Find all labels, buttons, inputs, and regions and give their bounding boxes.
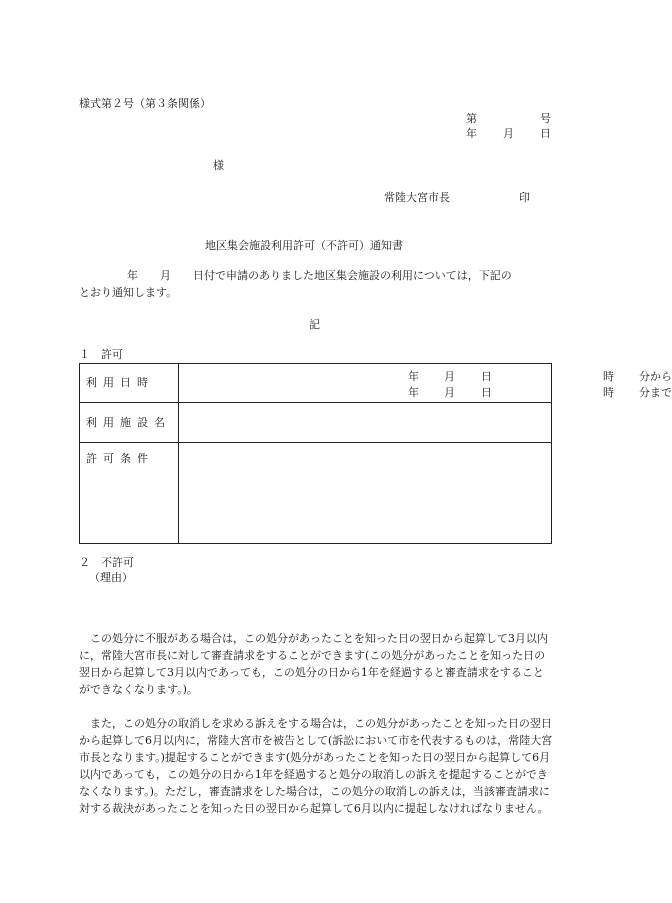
permit-conditions-cell[interactable]: [179, 443, 552, 544]
issuer-name: 常陸大宮市長: [384, 191, 450, 204]
section-2-heading: ２ 不許可: [79, 556, 134, 569]
facility-name-label: 利用施設名: [80, 403, 179, 443]
from-day: 日: [481, 370, 492, 383]
date-day: 日: [540, 127, 551, 140]
table-row-facility-name: [80, 403, 552, 443]
usage-datetime-cell[interactable]: [179, 364, 672, 403]
document-title: 地区集会施設利用許可（不許可）通知書: [205, 239, 403, 252]
section-1-heading: １ 許可: [79, 348, 123, 361]
table-row-permit-conditions: [80, 443, 552, 544]
form-id: 様式第２号（第３条関係）: [79, 97, 211, 110]
reason-label: （理由）: [89, 571, 133, 584]
from-minute: 分から: [639, 370, 672, 383]
doc-number-suffix: 号: [540, 112, 551, 125]
from-year: 年: [408, 370, 419, 383]
date-month: 月: [503, 127, 514, 140]
to-hour: 時: [603, 386, 614, 399]
to-month: 月: [444, 386, 455, 399]
intro-line-1: 年 月 日付で申請のありました地区集会施設の利用については，下記の: [127, 269, 512, 282]
to-minute: 分まで: [639, 386, 672, 399]
table-row-usage-datetime: [80, 364, 552, 403]
date-year: 年: [466, 127, 477, 140]
permit-conditions-label: 許可条件: [80, 443, 179, 544]
usage-datetime-label: 利用日時: [80, 364, 179, 403]
doc-number-prefix: 第: [466, 112, 477, 125]
ki-heading: 記: [309, 318, 320, 331]
addressee-suffix: 様: [213, 159, 224, 172]
from-hour: 時: [603, 370, 614, 383]
intro-line-2: とおり通知します。: [79, 286, 178, 299]
notice-paragraph-2: また，この処分の取消しを求める訴えをする場合は，この処分があったことを知った日の翌日から起算して6月以内に，常陸大宮市を被告として(訴訟において市を代表するものは，常陸大宮市長となります。)提起することができます(処分があったことを知った日の翌日から起算して6月以内であっても，この処分の日から1年を経過すると処分の取消しの訴えを提起することができなくなります。)。ただし，審査請求をした場合は，この処分の取消しの訴えは，当該審査請求に対する裁決があったことを知った日の翌日から起算して6月以内に提起しなければなりません。: [79, 717, 553, 815]
facility-name-cell[interactable]: [179, 403, 552, 443]
permit-table: [79, 363, 672, 544]
issuer-seal: 印: [519, 191, 530, 204]
to-day: 日: [481, 386, 492, 399]
from-month: 月: [444, 370, 455, 383]
notice-paragraph-1: この処分に不服がある場合は，この処分があったことを知った日の翌日から起算して3月以内に，常陸大宮市長に対して審査請求をすることができます(この処分があったことを知った日の翌日から起算して3月以内であっても，この処分の日から1年を経過すると審査請求をすることができなくなります。)。: [79, 632, 548, 696]
to-year: 年: [408, 386, 419, 399]
